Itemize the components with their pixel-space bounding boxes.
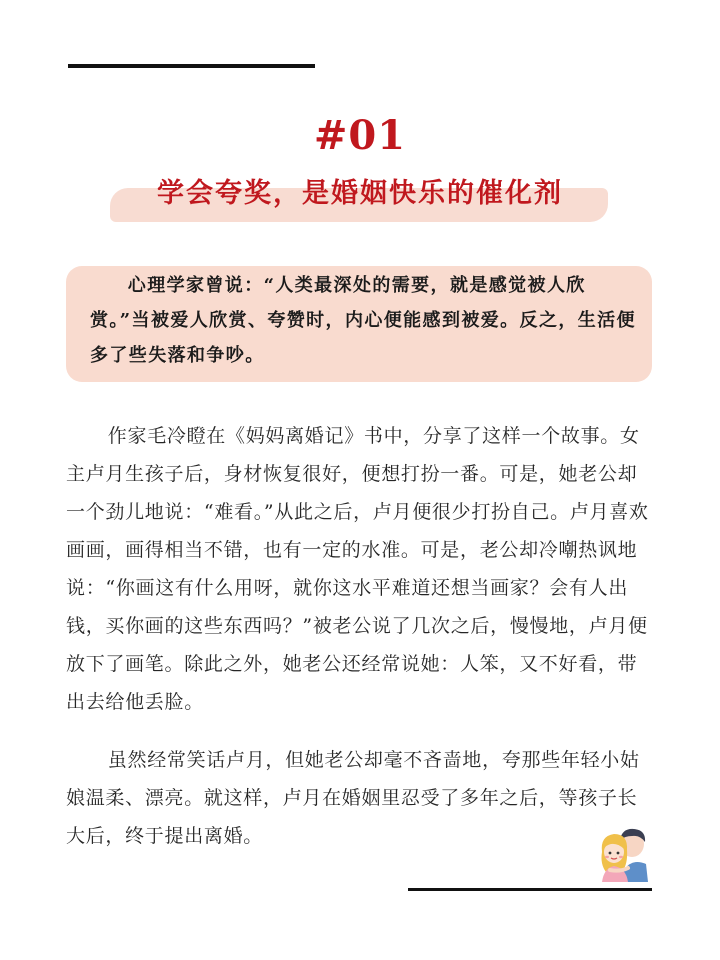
section-number: #01 — [313, 112, 407, 159]
section-title: 学会夸奖，是婚姻快乐的催化剂 — [157, 178, 563, 209]
top-divider — [68, 64, 315, 68]
quote-text: 心理学家曾说：“人类最深处的需要，就是感觉被人欣赏。”当被爱人欣赏、夸赞时，内心便能感到被爱。反之，生活便多了些失落和争吵。 — [90, 275, 636, 366]
couple-illustration-icon — [594, 822, 652, 884]
body-paragraph: 虽然经常笑话卢月，但她老公却毫不吝啬地，夸那些年轻小姑娘温柔、漂亮。就这样，卢月在婚姻里忍受了多年之后，等孩子长大后，终于提出离婚。 — [66, 749, 640, 847]
bottom-divider — [408, 888, 652, 891]
body-paragraph: 作家毛冷瞪在《妈妈离婚记》书中，分享了这样一个故事。女主卢月生孩子后，身材恢复很好，便想打扮一番。可是，她老公却一个劲儿地说：“难看。”从此之后，卢月便很少打扮自己。卢月喜欢画画，画得相当不错，也有一定的水准。可是，老公却冷嘲热讽地说：“你画这有什么用呀，就你这水平难道还想当画家？会有人出钱，买你画的这些东西吗？”被老公说了几次之后，慢慢地，卢月便放下了画笔。除此之外，她老公还经常说她：人笨，又不好看，带出去给他丢脸。 — [66, 425, 649, 713]
